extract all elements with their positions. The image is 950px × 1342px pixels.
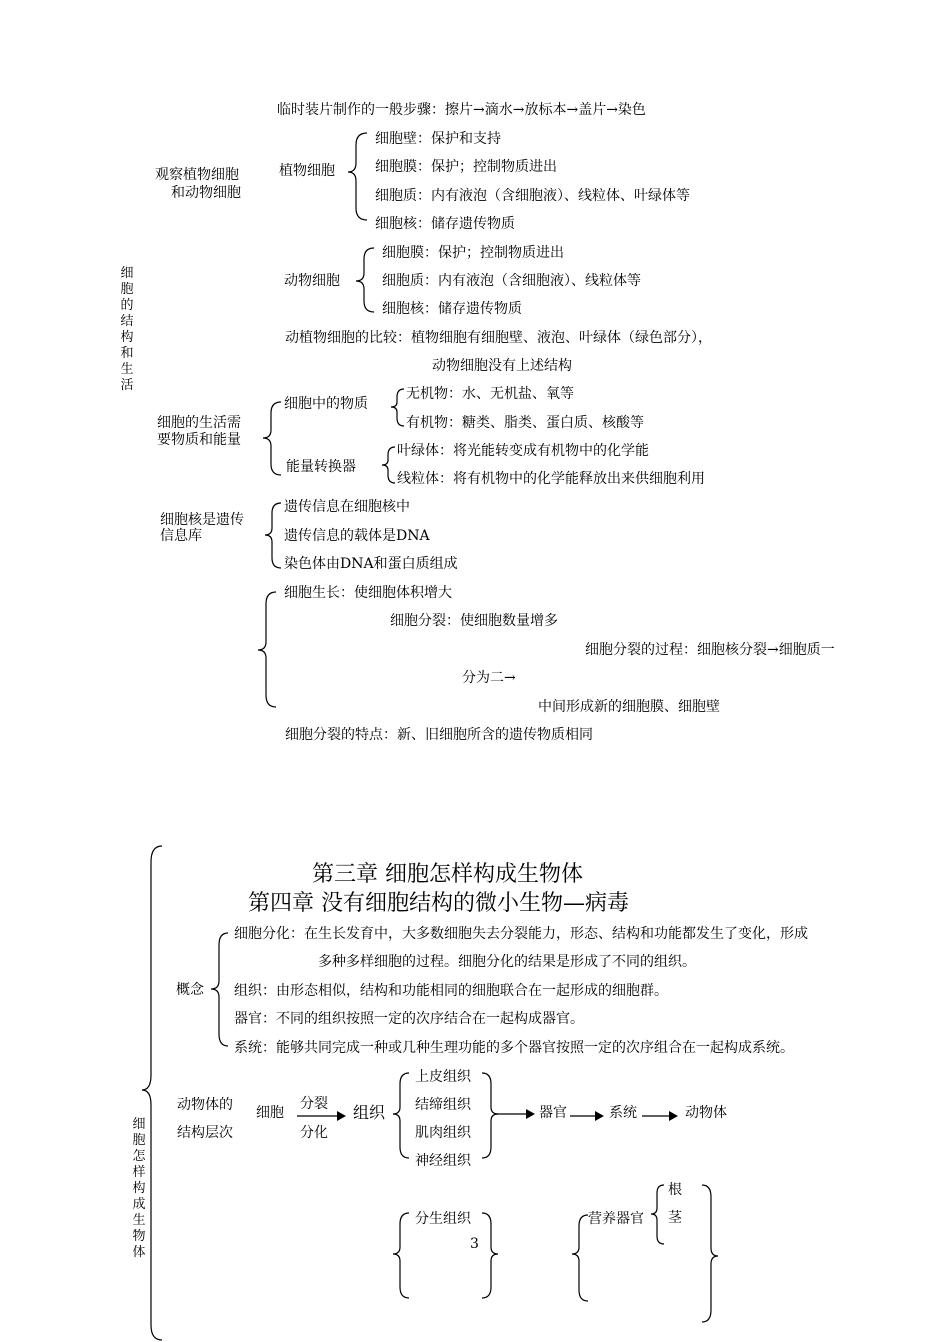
- differentiation-line2: 多种多样细胞的过程。细胞分化的结果是形成了不同的组织。: [318, 954, 696, 970]
- system-word: 系统: [609, 1105, 637, 1121]
- brace-converters: [382, 447, 395, 483]
- substance-organic: 有机物：糖类、脂类、蛋白质、核酸等: [406, 415, 644, 431]
- organ-word: 器官: [539, 1105, 567, 1121]
- chapter3-title: 第三章 细胞怎样构成生物体: [312, 862, 583, 887]
- animal-levels-line1: 动物体的: [177, 1097, 233, 1113]
- concept-label: 概念: [176, 982, 204, 998]
- prep-steps: 临时装片制作的一般步骤：擦片→滴水→放标本→盖片→染色: [277, 102, 646, 118]
- converter-mitochondria: 线粒体：将有机物中的化学能释放出来供细胞利用: [397, 471, 705, 487]
- cell-division: 细胞分裂：使细胞数量增多: [390, 613, 558, 629]
- brace-substances: [391, 389, 404, 426]
- differentiation-word: 分化: [300, 1125, 328, 1141]
- plant-item-membrane: 细胞膜：保护；控制物质进出: [375, 159, 557, 175]
- brace-division: [258, 592, 276, 707]
- meristem-label: 分生组织: [415, 1211, 471, 1227]
- animal-item-nucleus: 细胞核：储存遗传物质: [382, 301, 522, 317]
- animal-body-word: 动物体: [685, 1105, 727, 1121]
- tissue-nerve: 神经组织: [415, 1153, 471, 1169]
- brace-meristem-right: [482, 1213, 498, 1298]
- root-label: 根: [668, 1182, 682, 1198]
- tissue-word: 组织: [353, 1103, 386, 1122]
- plant-cell-label: 植物细胞: [279, 163, 335, 179]
- brace-tissues-right: [482, 1073, 498, 1158]
- animal-item-membrane: 细胞膜：保护；控制物质进出: [382, 245, 564, 261]
- nucleus-label-line1: 细胞核是遗传: [160, 512, 244, 528]
- page-number: 3: [470, 1236, 479, 1252]
- plant-item-cytoplasm: 细胞质：内有液泡（含细胞液）、线粒体、叶绿体等: [375, 188, 690, 204]
- tissue-connective: 结缔组织: [415, 1097, 471, 1113]
- comparison-line1: 动植物细胞的比较：植物细胞有细胞壁、液泡、叶绿体（绿色部分），: [285, 330, 712, 346]
- tissue-epithelial: 上皮组织: [415, 1069, 471, 1085]
- cell-word: 细胞: [256, 1105, 284, 1121]
- comparison-line2: 动物细胞没有上述结构: [432, 358, 572, 374]
- animal-levels-line2: 结构层次: [177, 1125, 233, 1141]
- brace-animal-cell: [356, 248, 374, 312]
- differentiation-line1: 细胞分化：在生长发育中，大多数细胞失去分裂能力，形态、结构和功能都发生了变化，形成: [234, 926, 808, 942]
- chapter4-title: 第四章 没有细胞结构的微小生物—病毒: [248, 891, 629, 916]
- brace-nucleus: [265, 503, 281, 568]
- observe-label-line2: 和动物细胞: [171, 185, 241, 201]
- nucleus-item-3: 染色体由DNA和蛋白质组成: [284, 556, 458, 572]
- division-process-line3: 中间形成新的细胞膜、细胞壁: [538, 699, 720, 715]
- stem-label: 茎: [668, 1210, 682, 1226]
- division-process-line2: 分为二→: [462, 670, 516, 686]
- system-definition: 系统：能够共同完成一种或几种生理功能的多个器官按照一定的次序组合在一起构成系统。: [234, 1040, 794, 1056]
- converters-label: 能量转换器: [286, 459, 356, 475]
- observe-label-line1: 观察植物细胞: [155, 167, 239, 183]
- life-needs-line2: 要物质和能量: [157, 432, 241, 448]
- plant-item-nucleus: 细胞核：储存遗传物质: [375, 216, 515, 232]
- organ-definition: 器官：不同的组织按照一定的次序结合在一起构成器官。: [234, 1011, 584, 1027]
- plant-item-wall: 细胞壁：保护和支持: [375, 131, 501, 147]
- section1-side-title: 细胞的结构和生活: [120, 266, 134, 393]
- cell-growth: 细胞生长：使细胞体积增大: [284, 585, 452, 601]
- split-word: 分裂: [300, 1096, 328, 1112]
- tissue-definition: 组织：由形态相似，结构和功能相同的细胞联合在一起形成的细胞群。: [234, 983, 668, 999]
- substances-label: 细胞中的物质: [284, 396, 368, 412]
- animal-cell-label: 动物细胞: [284, 273, 340, 289]
- nucleus-item-2: 遗传信息的载体是DNA: [284, 528, 430, 544]
- brace-plant-organ-right: [702, 1185, 718, 1322]
- tissue-muscle: 肌肉组织: [415, 1125, 471, 1141]
- brace-life-needs: [263, 402, 281, 475]
- division-features: 细胞分裂的特点：新、旧细胞所含的遗传物质相同: [285, 727, 593, 743]
- division-process-line1: 细胞分裂的过程：细胞核分裂→细胞质一: [585, 642, 835, 658]
- brace-tissues-left: [393, 1073, 409, 1158]
- brace-meristem-left: [393, 1213, 409, 1298]
- vegetative-organ-label: 营养器官: [588, 1211, 644, 1227]
- brace-concept: [211, 933, 228, 1046]
- animal-item-cytoplasm: 细胞质：内有液泡（含细胞液）、线粒体等: [382, 273, 641, 289]
- brace-plant-organ-left: [572, 1215, 588, 1301]
- brace-section2: [142, 846, 162, 1340]
- brace-plant-cell: [348, 133, 367, 220]
- nucleus-label-line2: 信息库: [160, 528, 202, 544]
- converter-chloroplast: 叶绿体：将光能转变成有机物中的化学能: [397, 443, 649, 459]
- nucleus-item-1: 遗传信息在细胞核中: [284, 499, 410, 515]
- substance-inorganic: 无机物：水、无机盐、氧等: [406, 386, 574, 402]
- life-needs-line1: 细胞的生活需: [157, 415, 241, 431]
- brace-root-stem: [651, 1185, 664, 1244]
- section2-side-title: 细胞怎样构成生物体: [132, 1117, 146, 1260]
